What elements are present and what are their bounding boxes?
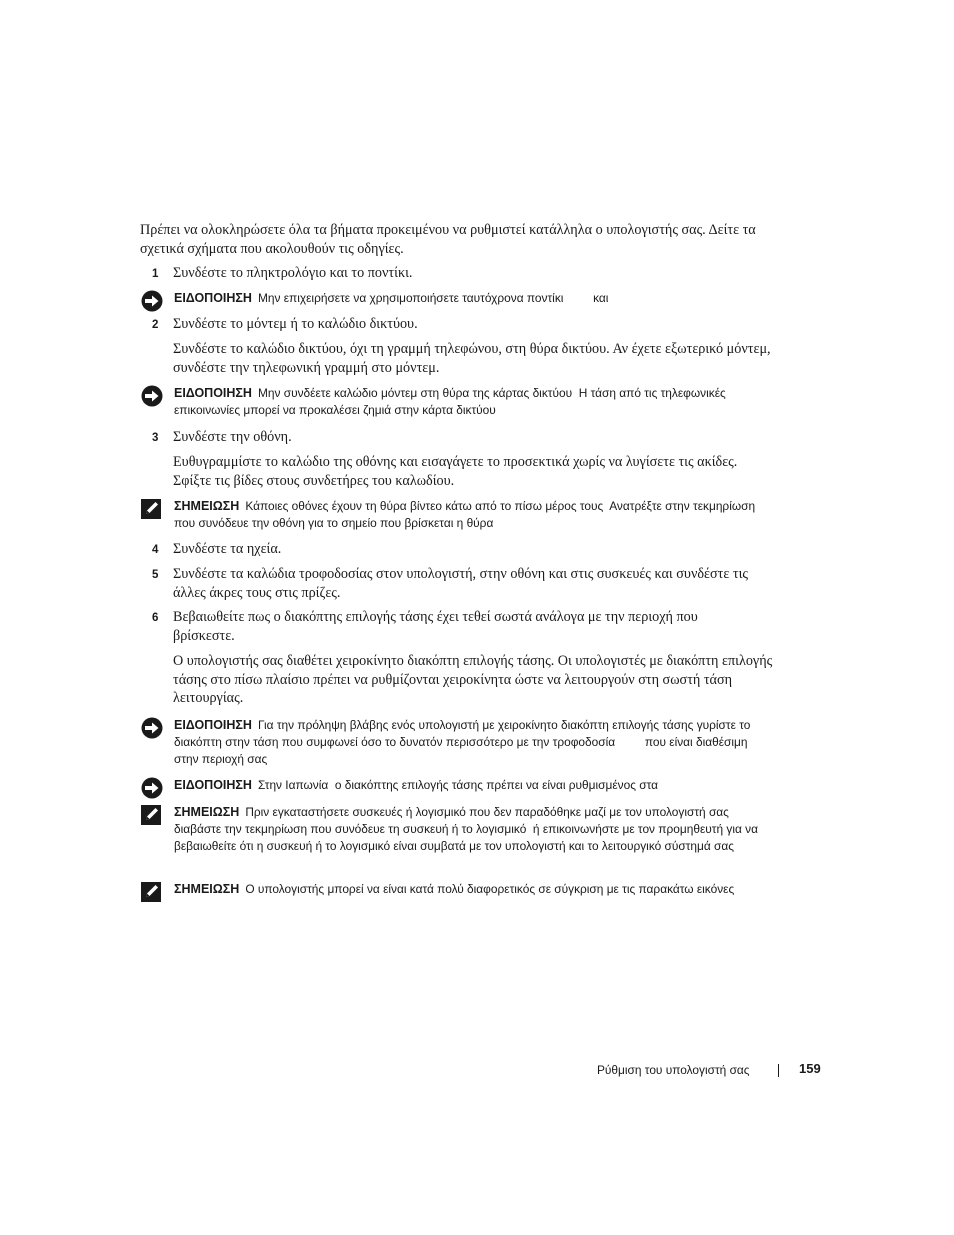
page-number: 159 bbox=[799, 1061, 821, 1076]
notice-2 bbox=[140, 385, 760, 419]
step-6 bbox=[140, 608, 780, 645]
step-number: 5 bbox=[152, 569, 159, 581]
note-1 bbox=[140, 498, 760, 532]
footer-section-title: Ρύθμιση του υπολογιστή σας bbox=[597, 1063, 750, 1077]
step-3-detail: Ευθυγραμμίστε το καλώδιο της οθόνης και εισαγάγετε το προσεκτικά χωρίς να λυγίσετε τις ακίδες. Σφίξτε τις βίδες στους συνδετήρες του καλωδίου. bbox=[173, 454, 738, 489]
step-number: 1 bbox=[152, 268, 159, 280]
note-pencil-icon bbox=[140, 881, 164, 903]
step-5 bbox=[140, 565, 780, 602]
notice-text: Μην συνδέετε καλώδιο μόντεμ στη θύρα της κάρτας δικτύου Η τάση από τις τηλεφωνικές επικοινωνίες μπορεί να προκαλέσει ζημιά στην κάρτα δικτύου bbox=[174, 386, 730, 417]
step-text: Συνδέστε το μόντεμ ή το καλώδιο δικτύου. bbox=[173, 316, 418, 332]
step-number: 3 bbox=[152, 432, 159, 444]
step-number: 2 bbox=[152, 319, 159, 331]
step-number: 4 bbox=[152, 544, 159, 556]
note-label: ΣΗΜΕΙΩΣΗ bbox=[174, 882, 240, 896]
step-3 bbox=[140, 428, 780, 447]
notice-1 bbox=[140, 290, 760, 307]
notice-arrow-icon bbox=[140, 717, 164, 739]
notice-label: ΕΙΔΟΠΟΙΗΣΗ bbox=[174, 291, 252, 305]
step-text: Συνδέστε το πληκτρολόγιο και το ποντίκι. bbox=[173, 265, 413, 281]
note-text: Ο υπολογιστής μπορεί να είναι κατά πολύ διαφορετικός σε σύγκριση με τις παρακάτω εικόνες bbox=[245, 882, 735, 896]
note-label: ΣΗΜΕΙΩΣΗ bbox=[174, 805, 240, 819]
note-2 bbox=[140, 804, 760, 855]
step-1 bbox=[140, 264, 780, 283]
note-label: ΣΗΜΕΙΩΣΗ bbox=[174, 499, 240, 513]
note-pencil-icon bbox=[140, 498, 164, 520]
notice-arrow-icon bbox=[140, 777, 164, 799]
footer-separator bbox=[778, 1064, 779, 1077]
note-pencil-icon bbox=[140, 804, 164, 826]
note-text: Κάποιες οθόνες έχουν τη θύρα βίντεο κάτω από το πίσω μέρος τους Ανατρέξτε στην τεκμηρίωση που συνόδευε την οθόνη για το σημείο που βρίσκεται η θύρα bbox=[174, 499, 759, 530]
notice-label: ΕΙΔΟΠΟΙΗΣΗ bbox=[174, 386, 252, 400]
step-number: 6 bbox=[152, 612, 159, 624]
notice-text: Για την πρόληψη βλάβης ενός υπολογιστή με χειροκίνητο διακόπτη επιλογής τάσης γυρίστε το διακόπτη στην τάση που συμφωνεί όσο το δυνατόν περισσότερο με την τροφοδοσία που είναι διαθέσιμη στην περιοχή σας bbox=[174, 718, 754, 766]
step-4 bbox=[140, 540, 780, 559]
notice-text: Στην Ιαπωνία ο διακόπτης επιλογής τάσης πρέπει να είναι ρυθμισμένος στα bbox=[257, 778, 658, 792]
step-text: Συνδέστε τα ηχεία. bbox=[173, 541, 282, 557]
step-2-detail: Συνδέστε το καλώδιο δικτύου, όχι τη γραμμή τηλεφώνου, στη θύρα δικτύου. Αν έχετε εξωτερικό μόντεμ, συνδέστε την τηλεφωνική γραμμή στο μόντεμ. bbox=[173, 341, 771, 376]
note-3 bbox=[140, 881, 760, 898]
step-2 bbox=[140, 315, 780, 334]
notice-text: Μην επιχειρήσετε να χρησιμοποιήσετε ταυτόχρονα ποντίκι και bbox=[257, 291, 609, 305]
notice-label: ΕΙΔΟΠΟΙΗΣΗ bbox=[174, 778, 252, 792]
intro-paragraph: Πρέπει να ολοκληρώσετε όλα τα βήματα προκειμένου να ρυθμιστεί κατάλληλα ο υπολογιστής σας. Δείτε τα σχετικά σχήματα που ακολουθούν τις οδηγίες. bbox=[140, 222, 756, 257]
notice-3 bbox=[140, 717, 760, 768]
step-6-detail: Ο υπολογιστής σας διαθέτει χειροκίνητο διακόπτη επιλογής τάσης. Οι υπολογιστές με διακόπτη επιλογής τάσης στο πίσω πλαίσιο πρέπει να ρυθμίζονται χειροκίνητα ώστε να λειτουργούν στη σωστή τάση λειτουργίας. bbox=[173, 653, 773, 707]
notice-arrow-icon bbox=[140, 385, 164, 407]
notice-4 bbox=[140, 777, 760, 794]
step-text: Συνδέστε την οθόνη. bbox=[173, 429, 292, 445]
notice-label: ΕΙΔΟΠΟΙΗΣΗ bbox=[174, 718, 252, 732]
notice-arrow-icon bbox=[140, 290, 164, 312]
step-text: Συνδέστε τα καλώδια τροφοδοσίας στον υπολογιστή, στην οθόνη και στις συσκευές και συνδέστε τις άλλες άκρες τους στις πρίζες. bbox=[173, 566, 749, 601]
step-text: Βεβαιωθείτε πως ο διακόπτης επιλογής τάσης έχει τεθεί σωστά ανάλογα με την περιοχή που βρίσκεστε. bbox=[173, 609, 698, 644]
note-text: Πριν εγκαταστήσετε συσκευές ή λογισμικό που δεν παραδόθηκε μαζί με τον υπολογιστή σας διαβάστε την τεκμηρίωση που συνόδευε τη συσκευή ή το λογισμικό ή επικοινωνήστε με τον προμηθευτή για να βεβαιωθείτε ότι η συσκευή ή το λογισμικό είναι συμβατά με τον υπολογιστή και το λειτουργικό σύστημά σας bbox=[174, 805, 762, 853]
